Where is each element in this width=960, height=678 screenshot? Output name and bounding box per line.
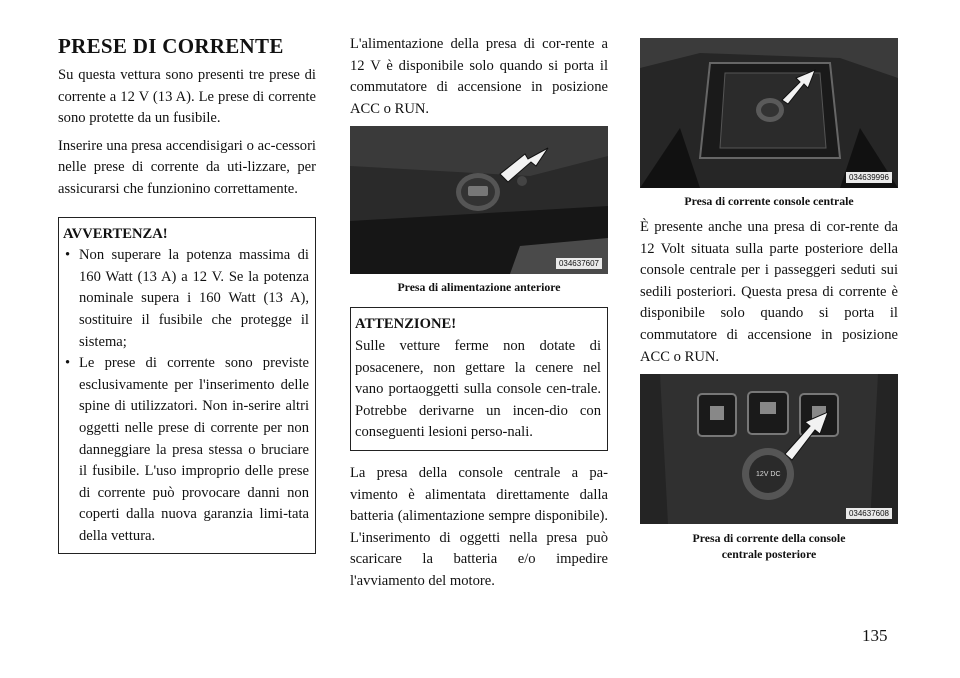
page-number: 135 [862,626,888,645]
center-console-illustration [640,38,898,188]
warning-list [63,245,309,547]
console-outlet-paragraph: La presa della console centrale a pa-vimento è alimentata direttamente dalla batteria (alimentazione sempre disponibile). L'inserimento di oggetti nella presa può scaricare la batteria e/o impedire l'avviamento del motore. [350,464,608,589]
caution-box [350,307,608,451]
front-outlet-photo [350,126,608,274]
warning-title: AVVERTENZA! [63,225,168,242]
rear-outlet-caption-line1: Presa di corrente della console [692,531,846,546]
caution-title: ATTENZIONE! [355,316,457,333]
power-availability-paragraph: L'alimentazione della presa di cor-rente a 12 V è disponibile solo quando si porta il commutatore di accensione in posizione ACC o RUN. [350,36,608,117]
warning-box [58,217,316,555]
section-title: PRESE DI CORRENTE [58,34,284,58]
middle-column [350,34,608,599]
rear-outlet-caption-line2: centrale posteriore [721,547,817,562]
socket-label: 12V DC [756,471,781,479]
image-code: 034637607 [556,258,602,269]
rear-outlet-photo [640,374,898,524]
warning-item: • Le prese di corrente sono previste esclusivamente per l'inserimento delle spine di utilizzatori. Non in-serire altri oggetti nelle prese di corrente per non danneggiare la presa stessa o bruciare il fusibile. L'uso improprio delle prese di corrente può provocare danni non coperti dalla nuova garanzia limi-tata della vettura. [63,353,309,547]
right-column [640,34,898,562]
front-outlet-caption: Presa di alimentazione anteriore [397,280,561,295]
rear-outlet-caption [640,530,898,562]
image-code: 034639996 [846,172,892,183]
usage-paragraph: Inserire una presa accendisigari o ac-cessori nelle prese di corrente da uti-lizzare, per assicurarsi che funzionino correttamente. [58,137,316,197]
front-outlet-illustration [350,126,608,274]
warning-item: • Non superare la potenza massima di 160 Watt (13 A) a 12 V. Se la potenza nominale supera i 160 Watt (13 A), sostituire il fusibile che protegge il sistema; [63,245,309,353]
rear-outlet-paragraph: È presente anche una presa di cor-rente da 12 Volt situata sulla parte posteriore della console centrale per i passeggeri seduti sui sedili posteriori. Questa presa di corrente è disponibile solo quando si porta il commutatore di accensione in posizione ACC o RUN. [640,219,898,365]
center-console-caption: Presa di corrente console centrale [684,194,854,208]
image-code: 034637608 [846,508,892,519]
caution-text: Sulle vetture ferme non dotate di posacenere, non gettare la cenere nel vano portaoggetti sulla console cen-trale. Potrebbe derivarne un incen-dio con conseguenti lesioni perso-nali. [355,337,601,441]
rear-outlet-illustration [640,374,898,524]
intro-paragraph: Su questa vettura sono presenti tre prese di corrente a 12 V (13 A). Le prese di corrente sono protette da un fusibile. [58,67,316,127]
center-console-photo [640,38,898,188]
left-column [58,34,316,554]
